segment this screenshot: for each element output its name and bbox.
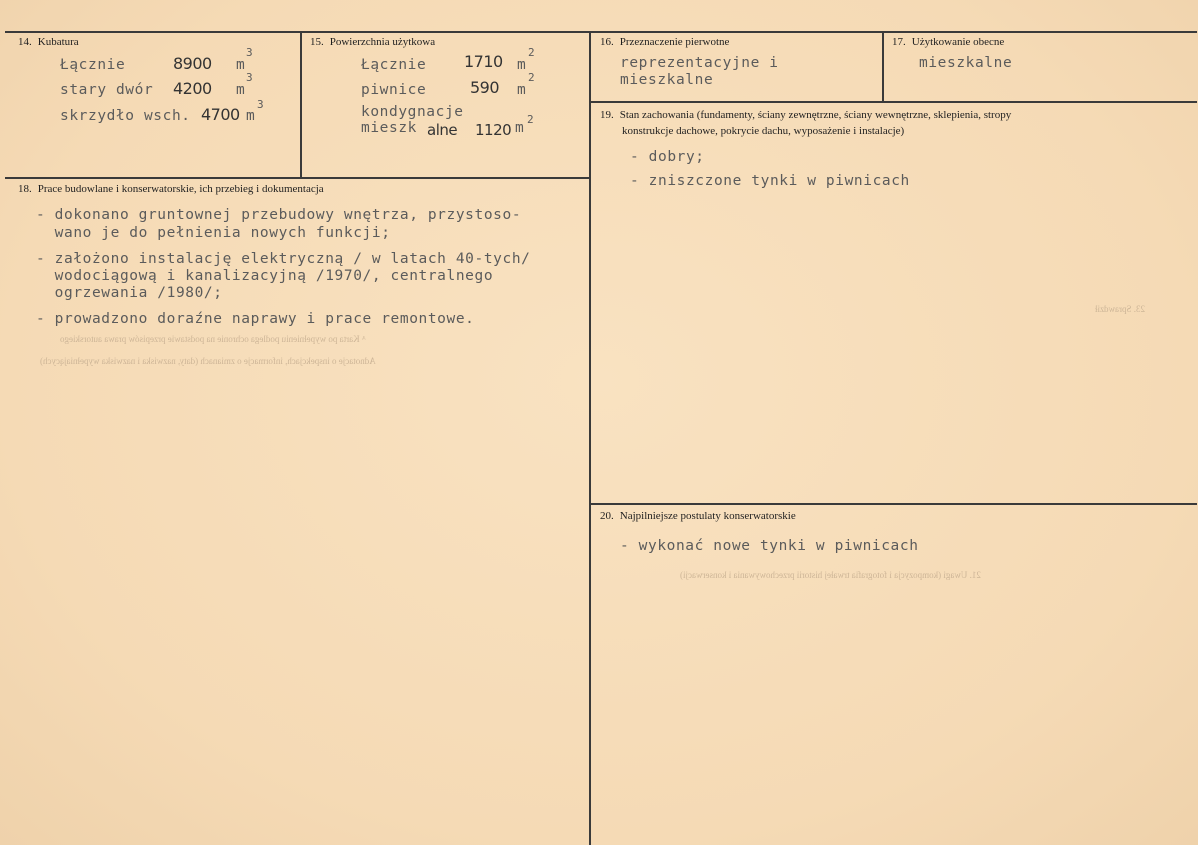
section-14-label: 14. Kubatura <box>18 36 79 48</box>
kubatura-row-name: stary dwór <box>60 82 154 98</box>
kubatura-row-value: 4700 <box>201 105 240 124</box>
works-item-line: ogrzewania /1980/; <box>36 285 223 301</box>
bleed-through-text: Adnotacje o inspekcjach, informacje o zmianach (daty, nazwiska i nazwiska wypełniających) <box>40 356 376 366</box>
section-18-label: 18. Prace budowlane i konserwatorskie, ich przebieg i dokumentacja <box>18 183 324 195</box>
works-item-line: - dokonano gruntownej przebudowy wnętrza, przystoso- <box>36 207 522 223</box>
section-19-label-cont: konstrukcje dachowe, pokrycie dachu, wyposażenie i instalacje) <box>622 125 905 137</box>
area-kond-handwritten: alne <box>427 121 458 139</box>
area-row-value: 590 <box>470 78 500 97</box>
bleed-through-text: 23. Sprawdził <box>1095 304 1145 314</box>
condition-item: - dobry; <box>630 149 705 165</box>
kubatura-row-unit: m <box>246 108 256 124</box>
rule-19-20 <box>589 503 1197 505</box>
bleed-through-text: ᴬ Karta po wypełnieniu podlega ochronie na podstawie przepisów prawa autorskiego <box>60 334 366 344</box>
area-kond-label-cont: mieszk <box>361 120 417 136</box>
area-row-name: Łącznie <box>361 57 427 73</box>
area-row-exp: 2 <box>528 71 535 84</box>
top-rule <box>5 31 1197 33</box>
current-use-value: mieszkalne <box>919 55 1013 71</box>
section-16-label: 16. Przeznaczenie pierwotne <box>600 36 730 48</box>
divider-16-17 <box>882 31 884 101</box>
works-item-line: - prowadzono doraźne naprawy i prace remontowe. <box>36 311 475 327</box>
kubatura-row-exp: 3 <box>257 98 264 111</box>
section-17-label: 17. Użytkowanie obecne <box>892 36 1005 48</box>
rule-14-18 <box>5 177 590 179</box>
works-item-line: - założono instalację elektryczną / w latach 40-tych/ <box>36 251 531 267</box>
kubatura-row-name: skrzydło wsch. <box>60 108 191 124</box>
kubatura-row-value: 8900 <box>173 54 212 73</box>
area-row-value: 1710 <box>464 52 503 71</box>
original-purpose-line: mieszkalne <box>620 72 714 88</box>
divider-14-15 <box>300 31 302 178</box>
area-row-name: piwnice <box>361 82 427 98</box>
kubatura-row-unit: m <box>236 57 246 73</box>
original-purpose-line: reprezentacyjne i <box>620 55 779 71</box>
area-kond-exp: 2 <box>527 113 534 126</box>
area-kond-label: kondygnacje <box>361 104 464 120</box>
area-row-unit: m <box>517 57 527 73</box>
area-kond-unit: m <box>515 120 525 136</box>
bleed-through-text: 21. Uwagi (kompozycja i fotografia trwałej historii przechowywania i konserwacji) <box>680 570 981 580</box>
area-row-exp: 2 <box>528 46 535 59</box>
works-item-line: wano je do pełnienia nowych funkcji; <box>36 225 391 241</box>
section-20-label: 20. Najpilniejsze postulaty konserwatorskie <box>600 510 796 522</box>
area-kond-value: 1120 <box>475 121 512 139</box>
rule-16-19 <box>589 101 1197 103</box>
kubatura-row-value: 4200 <box>173 79 212 98</box>
postulate-item: - wykonać nowe tynki w piwnicach <box>620 538 919 554</box>
section-19-label: 19. Stan zachowania (fundamenty, ściany zewnętrzne, ściany wewnętrzne, sklepienia, stropy <box>600 109 1012 121</box>
condition-item: - zniszczone tynki w piwnicach <box>630 173 910 189</box>
divider-main <box>589 31 591 845</box>
kubatura-row-exp: 3 <box>246 46 253 59</box>
section-15-label: 15. Powierzchnia użytkowa <box>310 36 436 48</box>
kubatura-row-exp: 3 <box>246 71 253 84</box>
area-row-unit: m <box>517 82 527 98</box>
kubatura-row-name: Łącznie <box>60 57 126 73</box>
works-item-line: wodociągową i kanalizacyjną /1970/, centralnego <box>36 268 494 284</box>
kubatura-row-unit: m <box>236 82 246 98</box>
